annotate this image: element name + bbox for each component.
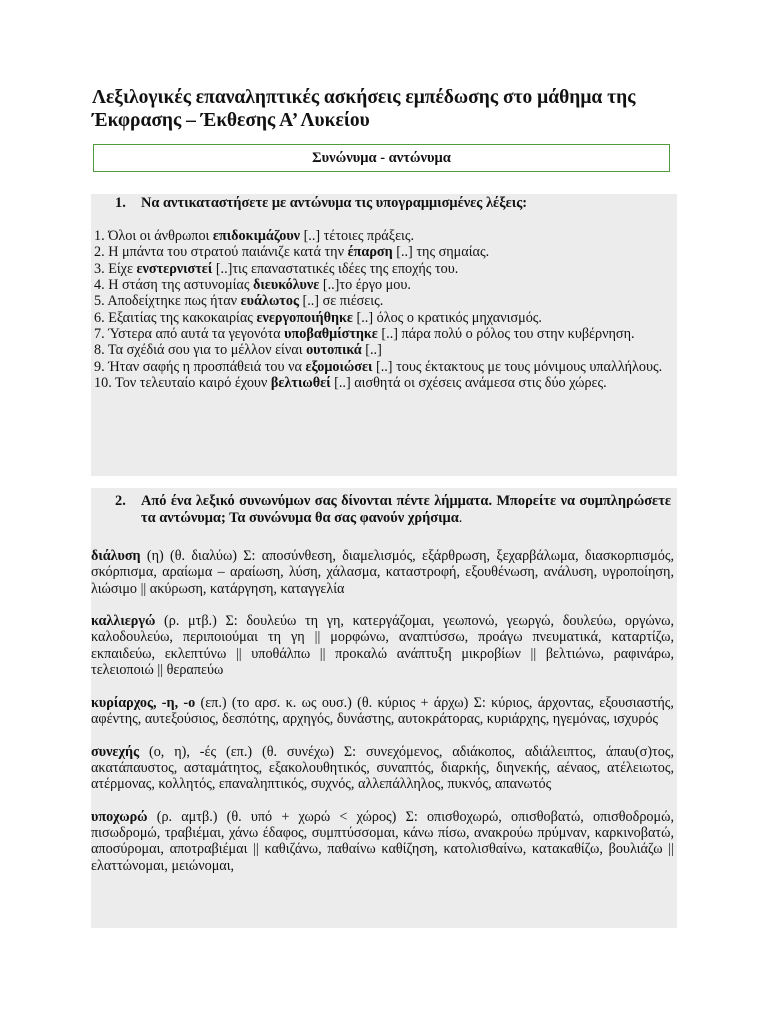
item-text: [..] τέτοιες πράξεις. <box>300 228 415 244</box>
exercise-1-item <box>94 359 674 375</box>
entry-headword: υποχωρώ <box>91 808 148 825</box>
item-text: 1. Όλοι οι άνθρωποι <box>94 228 213 244</box>
dictionary-entries <box>91 548 674 890</box>
item-target-word: εξομοιώσει <box>305 358 373 375</box>
dictionary-entry <box>91 548 674 597</box>
entry-definition: (η) (θ. διαλύω) Σ: αποσύνθεση, διαμελισμός, εξάρθρωση, ξεχαρβάλωμα, διασκορπισμός, σκόρπισμα, αραίωμα – αραίωση, λύση, χάλασμα, καταστροφή, εξουθένωση, ανάλυση, υγροποίηση, λιώσιμο || ακύρωση, κατάργηση, καταγγελία <box>91 548 674 597</box>
entry-headword: διάλυση <box>91 548 141 564</box>
item-target-word: έπαρση <box>347 244 393 261</box>
entry-definition: (ο, η), -ές (επ.) (θ. συνέχω) Σ: συνεχόμενος, αδιάκοπος, αδιάλειπτος, άπαυ(σ)τος, ακατάπαυστος, ασταμάτητος, εξακολουθητικός, συναπτός, διαρκής, διηνεκής, αέναος, ατέλειωτος, ατέρμονας, κολλητός, επαναληπτικός, συχνός, αλλεπάλληλος, πυκνός, απανωτός <box>91 743 674 793</box>
item-target-word: ενστερνιστεί <box>136 260 213 277</box>
dictionary-entry <box>91 695 674 728</box>
item-text: [..] όλος ο κρατικός μηχανισμός. <box>352 309 542 326</box>
dictionary-entry <box>91 744 674 793</box>
item-text: 9. Ήταν σαφής η προσπάθειά του να <box>94 358 306 375</box>
entry-headword: καλλιεργώ <box>91 613 156 630</box>
item-text: [..]το έργο μου. <box>319 277 411 294</box>
exercise-2-instruction: Από ένα λεξικό συνωνύμων σας δίνονται πέντε λήμματα. Μπορείτε να συμπληρώσετε τα αντώνυμα; Τα συνώνυμα θα σας φανούν χρήσιμα <box>141 493 671 526</box>
item-text: 7. Ύστερα από αυτά τα γεγονότα <box>94 326 285 343</box>
item-text: 3. Είχε <box>94 260 137 277</box>
exercise-1-items <box>94 228 674 391</box>
exercise-1-item <box>94 310 674 326</box>
exercise-2-instruction-end: . <box>458 510 463 526</box>
exercise-1-item <box>94 244 674 260</box>
entry-definition: (ρ. μτβ.) Σ: δουλεύω τη γη, κατεργάζομαι, γεωπονώ, γεωργώ, δουλεύω, οργώνω, καλοδουλεύω, περιποιούμαι τη γη || μορφώνω, αναπτύσσω, προάγω πνευματικά, καταρτίζω, εκπαιδεύω, εκλεπτύνω || υποθάλπω || προκαλώ ανάπτυξη μικροβίων || βελτιώνω, ραφινάρω, τελειοποιώ || θεραπεύω <box>91 613 674 679</box>
entry-definition: (ρ. αμτβ.) (θ. υπό + χωρώ < χώρος) Σ: οπισθοχωρώ, οπισθοβατώ, οπισθοδρομώ, πισωδρομώ, τραβιέμαι, χάνω έδαφος, συμπτύσσομαι, κάνω πίσω, ανακρούω πρύμναν, καρκινοβατώ, αποσύρομαι, αποτραβιέμαι || καθιζάνω, παθαίνω καθίζηση, κατολισθαίνω, κατακαθίζω, βουλιάζω || ελαττώνομαι, μειώνομαι, <box>91 808 674 874</box>
item-text: 6. Εξαιτίας της κακοκαιρίας <box>94 309 257 326</box>
page-title: Λεξιλογικές επαναληπτικές ασκήσεις εμπέδωσης στο μάθημα της Έκφρασης – Έκθεσης Α’ Λυκείου <box>92 87 636 131</box>
item-target-word: βελτιωθεί <box>270 375 331 392</box>
exercise-1-item <box>94 293 674 309</box>
exercise-1-item <box>94 326 674 342</box>
exercise-1-heading <box>115 195 671 212</box>
item-text: 4. Η στάση της αστυνομίας <box>94 277 253 294</box>
entry-headword: συνεχής <box>91 743 140 760</box>
item-text: [..]τις επαναστατικές ιδέες της εποχής του. <box>212 260 459 277</box>
exercise-1-item <box>94 342 674 358</box>
item-target-word: επιδοκιμάζουν <box>212 228 301 244</box>
item-text: [..] σε πιέσεις. <box>298 293 384 310</box>
item-text: 8. Τα σχέδιά σου για το μέλλον είναι <box>94 342 307 359</box>
item-target-word: ουτοπικά <box>306 342 362 359</box>
exercise-1 <box>91 194 677 476</box>
exercise-2 <box>91 488 677 928</box>
entry-definition: (επ.) (το αρσ. κ. ως ουσ.) (θ. κύριος + άρχω) Σ: κύριος, άρχοντας, εξουσιαστής, αφέντης, αυτεξούσιος, δεσπότης, αρχηγός, δυνάστης, αυτοκράτορας, κυριάρχης, ηγεμόνας, ισχυρός <box>91 694 674 727</box>
item-text: [..] αισθητά οι σχέσεις ανάμεσα στις δύο χώρες. <box>330 375 607 392</box>
exercise-2-number: 2. <box>115 493 126 509</box>
item-text: [..] πάρα πολύ ο ρόλος του στην κυβέρνηση. <box>377 326 635 343</box>
exercise-1-item <box>94 277 674 293</box>
item-target-word: υποβαθμίστηκε <box>284 326 378 343</box>
exercise-1-item <box>94 261 674 277</box>
item-text: [..] τους έκτακτους με τους μόνιμους υπαλλήλους. <box>372 358 663 375</box>
item-text: [..] <box>361 342 382 359</box>
exercise-2-heading <box>115 493 671 527</box>
entry-headword-forms: , -η, -ο <box>152 694 196 711</box>
exercise-1-item <box>94 375 674 391</box>
section-title: Συνώνυμα - αντώνυμα <box>93 144 670 172</box>
exercise-1-item <box>94 228 674 244</box>
item-target-word: διευκόλυνε <box>253 277 320 294</box>
entry-headword: κυρίαρχος <box>91 694 153 711</box>
exercise-1-number: 1. <box>115 195 126 211</box>
exercise-1-instruction: Να αντικαταστήσετε με αντώνυμα τις υπογραμμισμένες λέξεις: <box>141 195 528 211</box>
item-target-word: ενεργοποιήθηκε <box>256 309 353 326</box>
item-text: [..] της σημαίας. <box>392 244 490 261</box>
item-text: 10. Τον τελευταίο καιρό έχουν <box>94 375 271 392</box>
dictionary-entry <box>91 809 674 874</box>
item-text: 5. Αποδείχτηκε πως ήταν <box>94 293 241 310</box>
dictionary-entry <box>91 613 674 678</box>
item-text: 2. Η μπάντα του στρατού παιάνιζε κατά την <box>94 244 348 261</box>
item-target-word: ευάλωτος <box>240 293 299 310</box>
